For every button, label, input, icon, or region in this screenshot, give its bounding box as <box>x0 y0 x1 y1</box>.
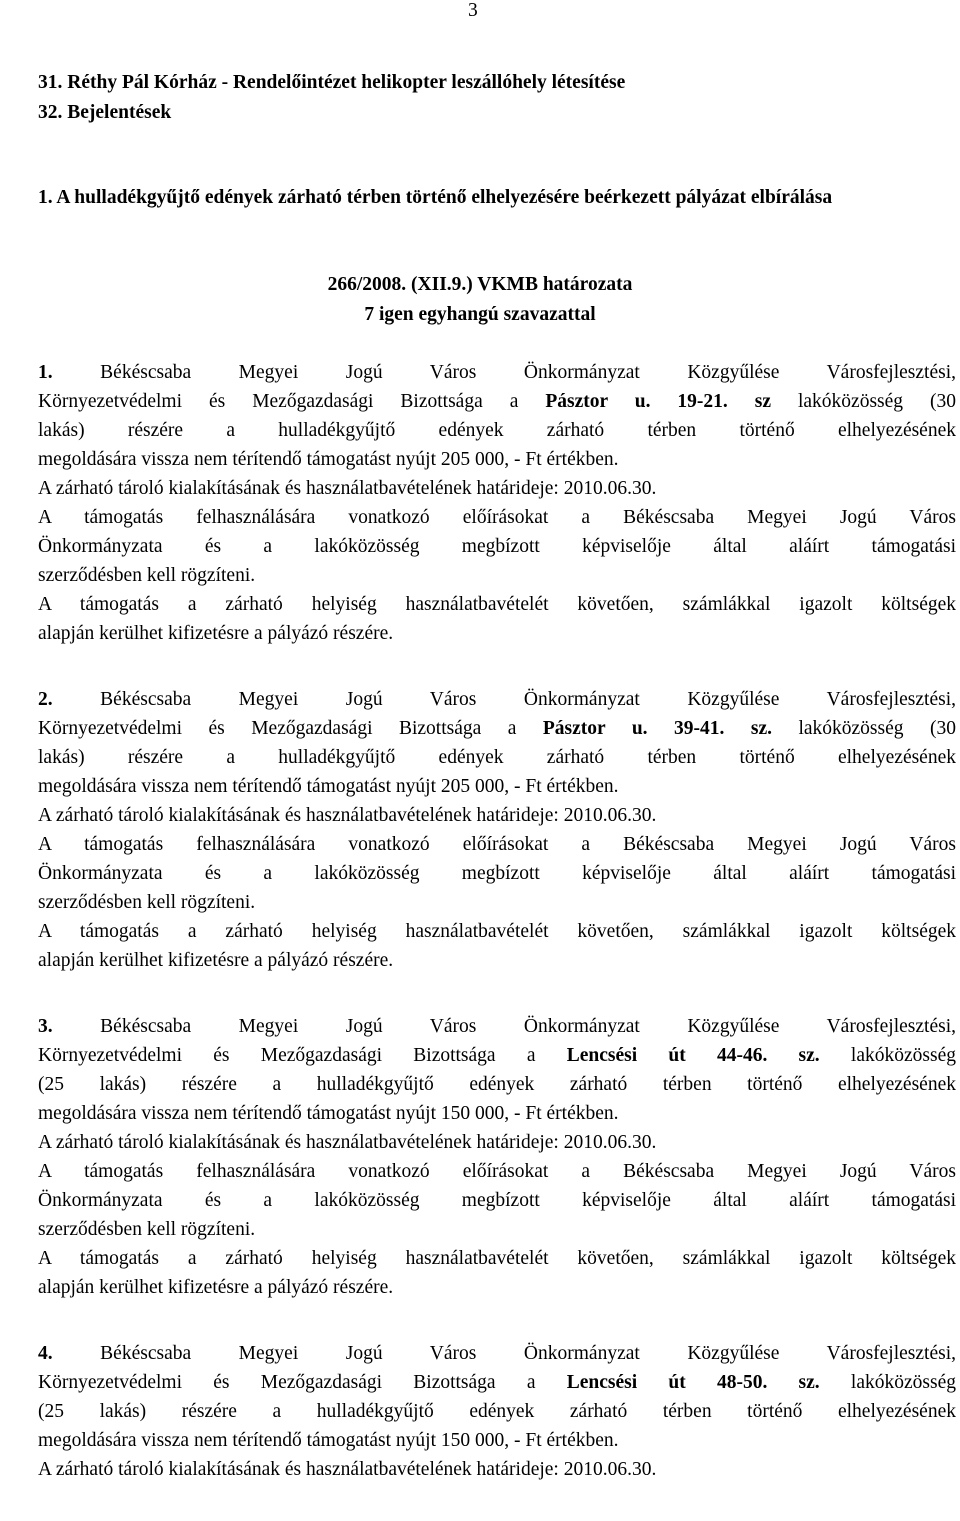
text-line: megoldására vissza nem térítendő támogatást nyújt 205 000, - Ft értékben. <box>38 776 619 797</box>
resolution-item <box>38 685 956 975</box>
agenda-item: 31. Réthy Pál Kórház - Rendelőintézet helikopter leszállóhely létesítése <box>38 72 626 93</box>
address-emphasis: Lencsési út 44-46. sz. <box>566 1045 820 1066</box>
text-line: A támogatás a zárható helyiség használatbavételét követően, számlákkal igazolt költségek <box>38 1248 956 1269</box>
text-line: Környezetvédelmi és Mezőgazdasági Bizottsága a Pásztor u. 39-41. sz. lakóközösség (30 <box>38 718 956 739</box>
text-line: A zárható tároló kialakításának és használatbavételének határideje: 2010.06.30. <box>38 1132 657 1153</box>
text-line: lakás) részére a hulladékgyűjtő edények zárható térben történő elhelyezésének <box>38 747 956 768</box>
resolution-items <box>38 358 956 1521</box>
text-line: szerződésben kell rögzíteni. <box>38 1219 256 1240</box>
text-line: A támogatás a zárható helyiség használatbavételét követően, számlákkal igazolt költségek <box>38 594 956 615</box>
text-line: alapján kerülhet kifizetésre a pályázó részére. <box>38 950 394 971</box>
text-line: A támogatás a zárható helyiség használatbavételét követően, számlákkal igazolt költségek <box>38 921 956 942</box>
text-line: 3. Békéscsaba Megyei Jogú Város Önkormányzat Közgyűlése Városfejlesztési, <box>38 1016 956 1037</box>
text-line: 2. Békéscsaba Megyei Jogú Város Önkormányzat Közgyűlése Városfejlesztési, <box>38 689 956 710</box>
item-number: 4. <box>38 1343 53 1364</box>
address-emphasis: Pásztor u. 19-21. sz <box>545 391 771 412</box>
text-line: megoldására vissza nem térítendő támogatást nyújt 150 000, - Ft értékben. <box>38 1103 619 1124</box>
item-number: 3. <box>38 1016 53 1037</box>
text-line: alapján kerülhet kifizetésre a pályázó részére. <box>38 1277 394 1298</box>
text-line: megoldására vissza nem térítendő támogatást nyújt 205 000, - Ft értékben. <box>38 449 619 470</box>
text-line: A támogatás felhasználására vonatkozó előírásokat a Békéscsaba Megyei Jogú Város <box>38 507 956 528</box>
text-line: Környezetvédelmi és Mezőgazdasági Bizottsága a Pásztor u. 19-21. sz lakóközösség (30 <box>38 391 956 412</box>
agenda-list <box>38 68 625 128</box>
text-line: megoldására vissza nem térítendő támogatást nyújt 150 000, - Ft értékben. <box>38 1430 619 1451</box>
text-line: (25 lakás) részére a hulladékgyűjtő edények zárható térben történő elhelyezésének <box>38 1074 956 1095</box>
resolution-number: 266/2008. (XII.9.) VKMB határozata <box>327 274 633 295</box>
item-number: 2. <box>38 689 53 710</box>
text-line: 1. Békéscsaba Megyei Jogú Város Önkormányzat Közgyűlése Városfejlesztési, <box>38 362 956 383</box>
text-line: alapján kerülhet kifizetésre a pályázó részére. <box>38 623 394 644</box>
resolution-header <box>0 270 960 330</box>
resolution-item <box>38 1012 956 1302</box>
address-emphasis: Pásztor u. 39-41. sz. <box>542 718 772 739</box>
text-line: 4. Békéscsaba Megyei Jogú Város Önkormányzat Közgyűlése Városfejlesztési, <box>38 1343 956 1364</box>
text-line: Önkormányzata és a lakóközösség megbízott képviselője által aláírt támogatási <box>38 536 956 557</box>
agenda-item: 32. Bejelentések <box>38 102 172 123</box>
resolution-item <box>38 1339 956 1484</box>
text-line: szerződésben kell rögzíteni. <box>38 565 256 586</box>
text-line: A támogatás felhasználására vonatkozó előírásokat a Békéscsaba Megyei Jogú Város <box>38 1161 956 1182</box>
text-line: (25 lakás) részére a hulladékgyűjtő edények zárható térben történő elhelyezésének <box>38 1401 956 1422</box>
item-number: 1. <box>38 362 53 383</box>
resolution-vote: 7 igen egyhangú szavazattal <box>364 304 596 325</box>
text-line: Környezetvédelmi és Mezőgazdasági Bizottsága a Lencsési út 48-50. sz. lakóközösség <box>38 1372 956 1393</box>
text-line: A zárható tároló kialakításának és használatbavételének határideje: 2010.06.30. <box>38 1459 657 1480</box>
text-line: A zárható tároló kialakításának és használatbavételének határideje: 2010.06.30. <box>38 478 657 499</box>
resolution-item <box>38 358 956 648</box>
text-line: A támogatás felhasználására vonatkozó előírásokat a Békéscsaba Megyei Jogú Város <box>38 834 956 855</box>
text-line: A zárható tároló kialakításának és használatbavételének határideje: 2010.06.30. <box>38 805 657 826</box>
text-line: szerződésben kell rögzíteni. <box>38 892 256 913</box>
text-line: lakás) részére a hulladékgyűjtő edények zárható térben történő elhelyezésének <box>38 420 956 441</box>
text-line: Önkormányzata és a lakóközösség megbízott képviselője által aláírt támogatási <box>38 863 956 884</box>
section-title: 1. A hulladékgyűjtő edények zárható térben történő elhelyezésére beérkezett pályázat elbírálása <box>38 187 833 208</box>
text-line: Környezetvédelmi és Mezőgazdasági Bizottsága a Lencsési út 44-46. sz. lakóközösség <box>38 1045 956 1066</box>
page-number: 3 <box>468 0 478 21</box>
text-line: Önkormányzata és a lakóközösség megbízott képviselője által aláírt támogatási <box>38 1190 956 1211</box>
address-emphasis: Lencsési út 48-50. sz. <box>566 1372 820 1393</box>
